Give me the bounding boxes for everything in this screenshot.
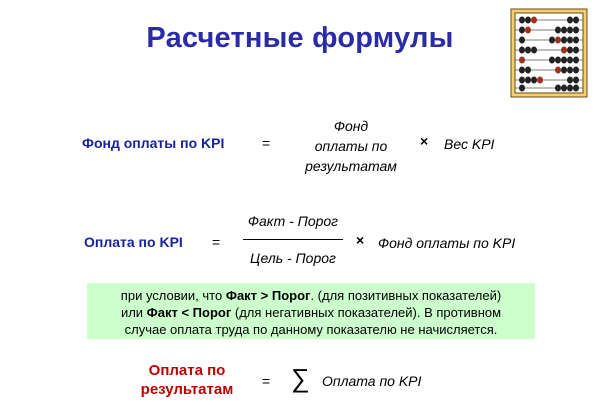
formula1-label: Фонд оплаты по KPI xyxy=(82,135,225,151)
note-line3: случае оплата труда по данному показателю не начисляется. xyxy=(124,322,498,337)
sum-symbol: ∑ xyxy=(291,363,310,393)
formula3-label xyxy=(132,361,242,399)
condition-note xyxy=(87,283,535,339)
formula1-equals: = xyxy=(262,135,271,151)
formula3-label-line1: Оплата по xyxy=(148,362,226,379)
formula3-term: Оплата по KPI xyxy=(322,373,422,389)
formula2-factor: Фонд оплаты по KPI xyxy=(378,235,516,251)
formula1-term-line2: оплаты по xyxy=(314,138,388,154)
abacus-icon xyxy=(510,8,588,98)
formula2-numerator: Факт - Порог xyxy=(247,213,339,229)
formula3-label-line2: результатам xyxy=(140,381,234,398)
formula1-term xyxy=(296,116,406,176)
note-line2: или Факт < Порог (для негативных показателей). В противном xyxy=(120,305,502,320)
note-condition-positive: Факт > Порог xyxy=(225,288,311,303)
fraction-line xyxy=(243,239,343,240)
formula1-times: × xyxy=(420,133,429,149)
formula2-denominator: Цель - Порог xyxy=(250,250,336,266)
formula2-equals: = xyxy=(212,234,221,250)
page-title: Расчетные формулы xyxy=(146,22,454,54)
formula2-label: Оплата по KPI xyxy=(84,234,183,250)
formula3-equals: = xyxy=(262,373,271,389)
formula2-times: × xyxy=(356,232,365,248)
formula1-term-line1: Фонд xyxy=(333,118,369,134)
formula1-factor: Вес KPI xyxy=(444,136,495,152)
note-line1: при условии, что Факт > Порог. (для позитивных показателей) xyxy=(120,288,502,303)
note-condition-negative: Факт < Порог xyxy=(146,305,232,320)
formula1-term-line3: результатам xyxy=(305,158,397,174)
